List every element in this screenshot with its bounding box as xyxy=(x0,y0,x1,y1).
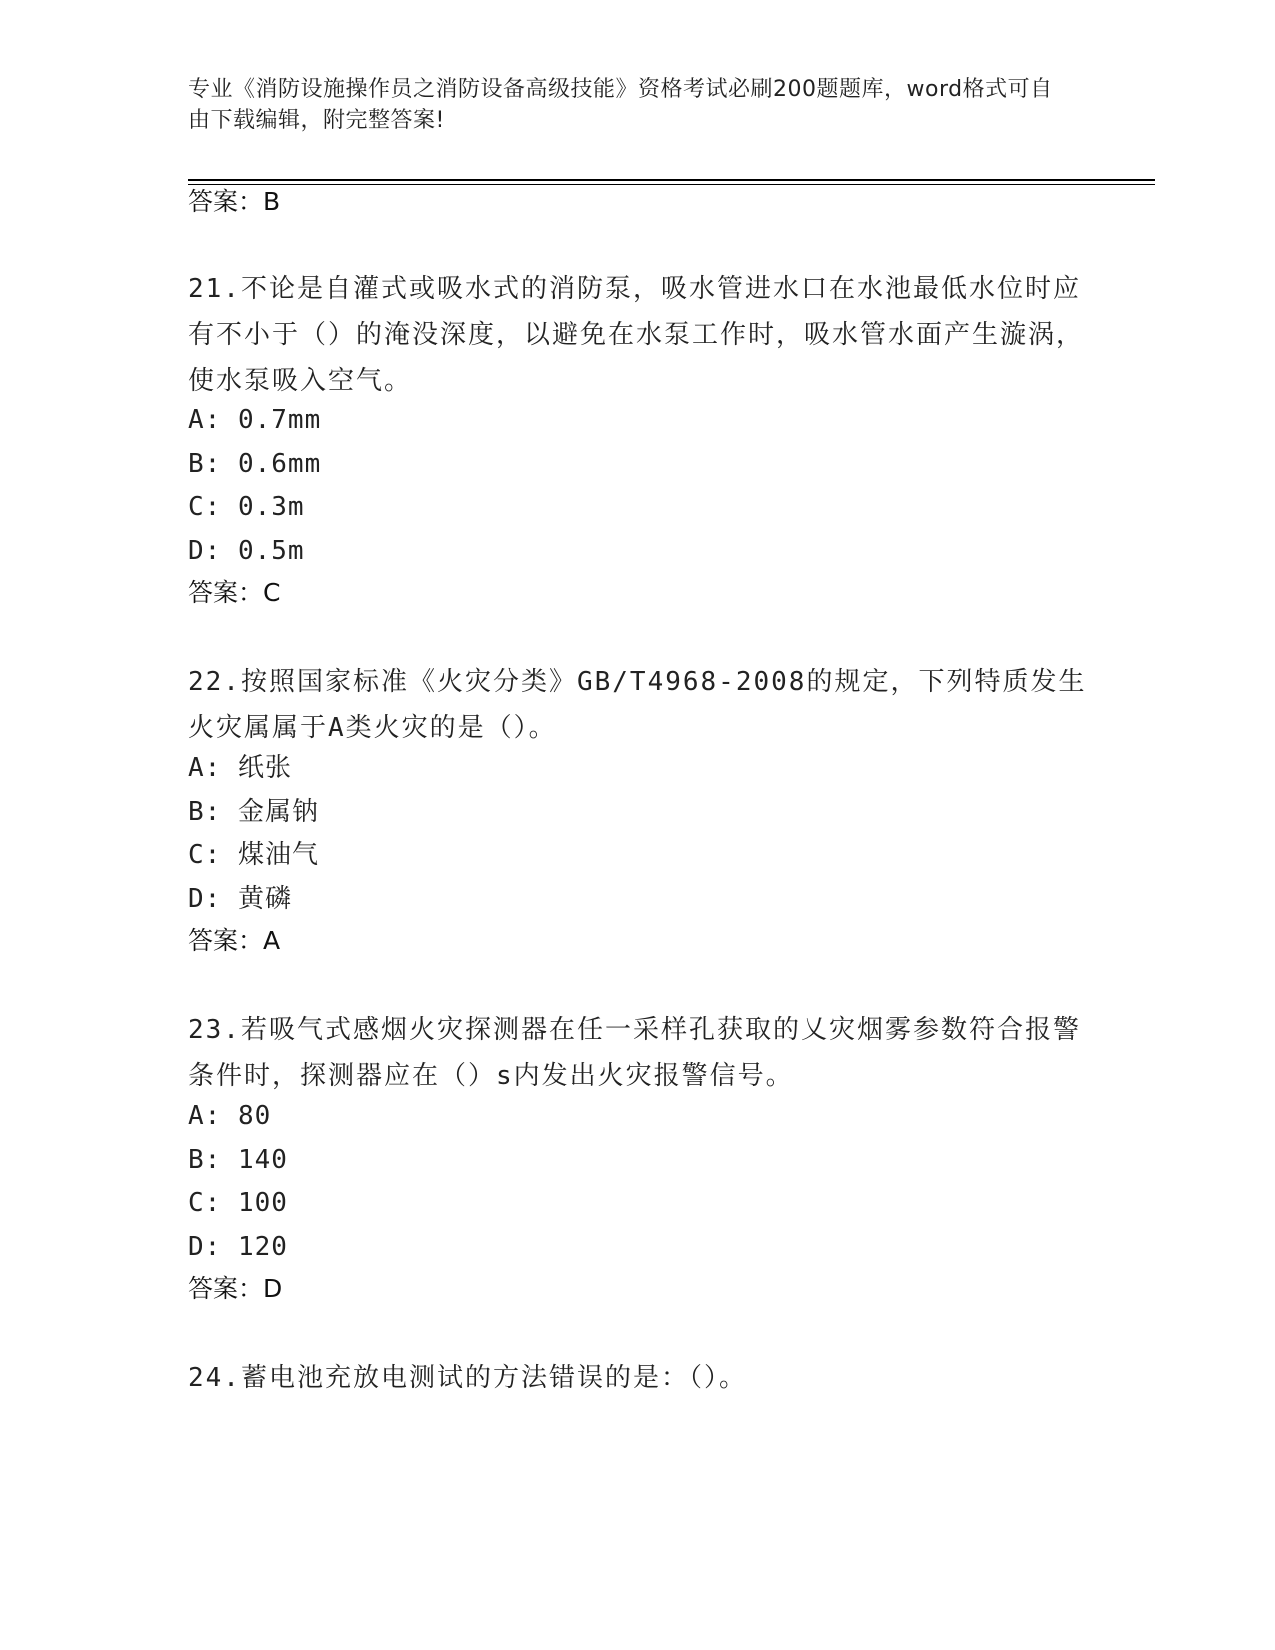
question-23-option-b: B: 140 xyxy=(188,1145,288,1175)
question-21-text: 21.不论是自灌式或吸水式的消防泵，吸水管进水口在水池最低水位时应有不小于（）的淹没深度，以避免在水泵工作时，吸水管水面产生漩涡，使水泵吸入空气。 xyxy=(188,274,1085,396)
question-23-option-c: C: 100 xyxy=(188,1188,288,1218)
question-21-option-c: C: 0.3m xyxy=(188,492,305,522)
question-21-option-a: A: 0.7mm xyxy=(188,405,322,435)
question-22-text: 22.按照国家标准《火灾分类》GB/T4968-2008的规定，下列特质发生火灾属属于A类火灾的是（）。 xyxy=(188,667,1087,743)
question-23-answer: 答案：D xyxy=(188,1274,283,1303)
question-23-option-a: A: 80 xyxy=(188,1101,272,1131)
question-22-answer: 答案：A xyxy=(188,926,281,955)
question-21-option-d: D: 0.5m xyxy=(188,536,305,566)
question-24-text: 24.蓄电池充放电测试的方法错误的是：（）。 xyxy=(188,1363,747,1393)
question-22-option-d: D: 黄磷 xyxy=(188,884,292,914)
question-23-option-d: D: 120 xyxy=(188,1232,288,1262)
question-21-option-b: B: 0.6mm xyxy=(188,449,322,479)
answer-prev: 答案：B xyxy=(188,187,281,216)
question-22-option-a: A: 纸张 xyxy=(188,753,292,783)
question-21-answer: 答案：C xyxy=(188,578,281,607)
question-22-option-b: B: 金属钠 xyxy=(188,797,319,827)
question-23-text: 23.若吸气式感烟火灾探测器在任一采样孔获取的乂灾烟雾参数符合报警条件时，探测器应在（）s内发出火灾报警信号。 xyxy=(188,1015,1081,1091)
header-rule-thick xyxy=(188,179,1155,181)
document-header: 专业《消防设施操作员之消防设备高级技能》资格考试必刷200题题库，word格式可自由下载编辑，附完整答案! xyxy=(188,77,1053,133)
question-22-option-c: C: 煤油气 xyxy=(188,840,319,870)
header-rule-thin xyxy=(188,184,1155,185)
